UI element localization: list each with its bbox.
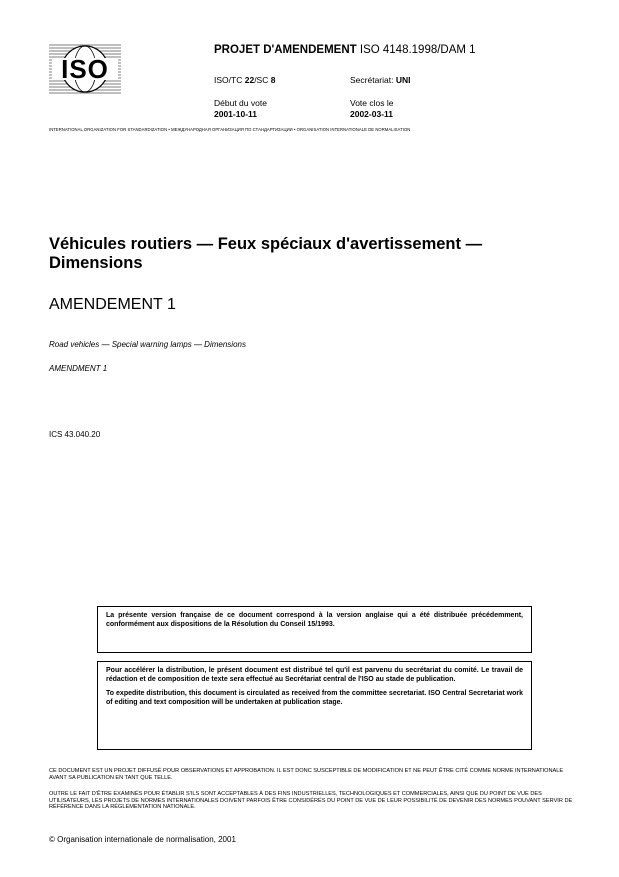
secretariat: Secrétariat: UNI bbox=[350, 75, 411, 85]
vote-start-date: 2001-10-11 bbox=[214, 109, 258, 119]
organization-line: INTERNATIONAL ORGANIZATION FOR STANDARDIZATION • МЕЖДУНАРОДНАЯ ОРГАНИЗАЦИЯ ПО СТАНДАРТИЗАЦИИ • ORGANISATION INTERNATIONALE DE NORMALISATION bbox=[49, 127, 411, 132]
english-title: Road vehicles — Special warning lamps — Dimensions bbox=[49, 340, 246, 349]
committee: ISO/TC 22/SC 8 bbox=[214, 75, 276, 85]
draft-amendment-label: PROJET D'AMENDEMENT bbox=[214, 44, 357, 56]
logo-text: ISO bbox=[61, 54, 109, 84]
iso-logo bbox=[49, 43, 121, 95]
vote-end-label: Vote clos le bbox=[350, 98, 394, 108]
disclaimer-regulation: OUTRE LE FAIT D'ÊTRE EXAMINÉS POUR ÉTABLIR S'ILS SONT ACCEPTABLES À DES FINS INDUSTRIELLES, TECHNOLOGIQUES ET COMMERCIALES, AINSI QUE DU POINT DE VUE DES UTILISATEURS, LES PROJETS DE NORMES INTERNATIONALES DOIVENT PARFOIS ÊTRE CONSIDÉRÉS DU POINT DE VUE DE LEUR POSSIBILITÉ DE DEVENIR DES NORMES POUVANT SERVIR DE RÉFÉRENCE DANS LA RÉGLEMENTATION NATIONALE. bbox=[49, 791, 573, 811]
amendment-heading: AMENDEMENT 1 bbox=[49, 296, 176, 313]
page-title: Véhicules routiers — Feux spéciaux d'avertissement — Dimensions bbox=[49, 235, 483, 272]
document-type bbox=[214, 44, 476, 56]
disclaimer-draft: CE DOCUMENT EST UN PROJET DIFFUSÉ POUR OBSERVATIONS ET APPROBATION. IL EST DONC SUSCEPTIBLE DE MODIFICATION ET NE PEUT ÊTRE CITÉ COMME NORME INTERNATIONALE AVANT SA PUBLICATION EN TANT QUE TELLE. bbox=[49, 768, 564, 781]
vote-end-date: 2002-03-11 bbox=[350, 109, 394, 119]
english-amendment: AMENDMENT 1 bbox=[49, 364, 108, 373]
document-reference: ISO 4148.1998/DAM 1 bbox=[359, 44, 476, 56]
ics-code: ICS 43.040.20 bbox=[49, 430, 101, 439]
copyright: © Organisation internationale de normalisation, 2001 bbox=[49, 835, 236, 844]
notice-box-version: La présente version française de ce document correspond à la version anglaise qui a été distribuée précédemment, conformément aux dispositions de la Résolution du Conseil 15/1993. bbox=[97, 606, 532, 653]
notice-box-distribution: Pour accélérer la distribution, le présent document est distribué tel qu'il est parvenu du secrétariat du comité. Le travail de rédaction et de composition de texte sera effectué au Secrétariat central de l'ISO au stade de publication. To expedite distribution, this document is circulated as received from the committee secretariat. ISO Central Secretariat work of editing and text composition will be undertaken at publication stage. bbox=[97, 661, 532, 750]
vote-start-label: Début du vote bbox=[214, 98, 267, 108]
